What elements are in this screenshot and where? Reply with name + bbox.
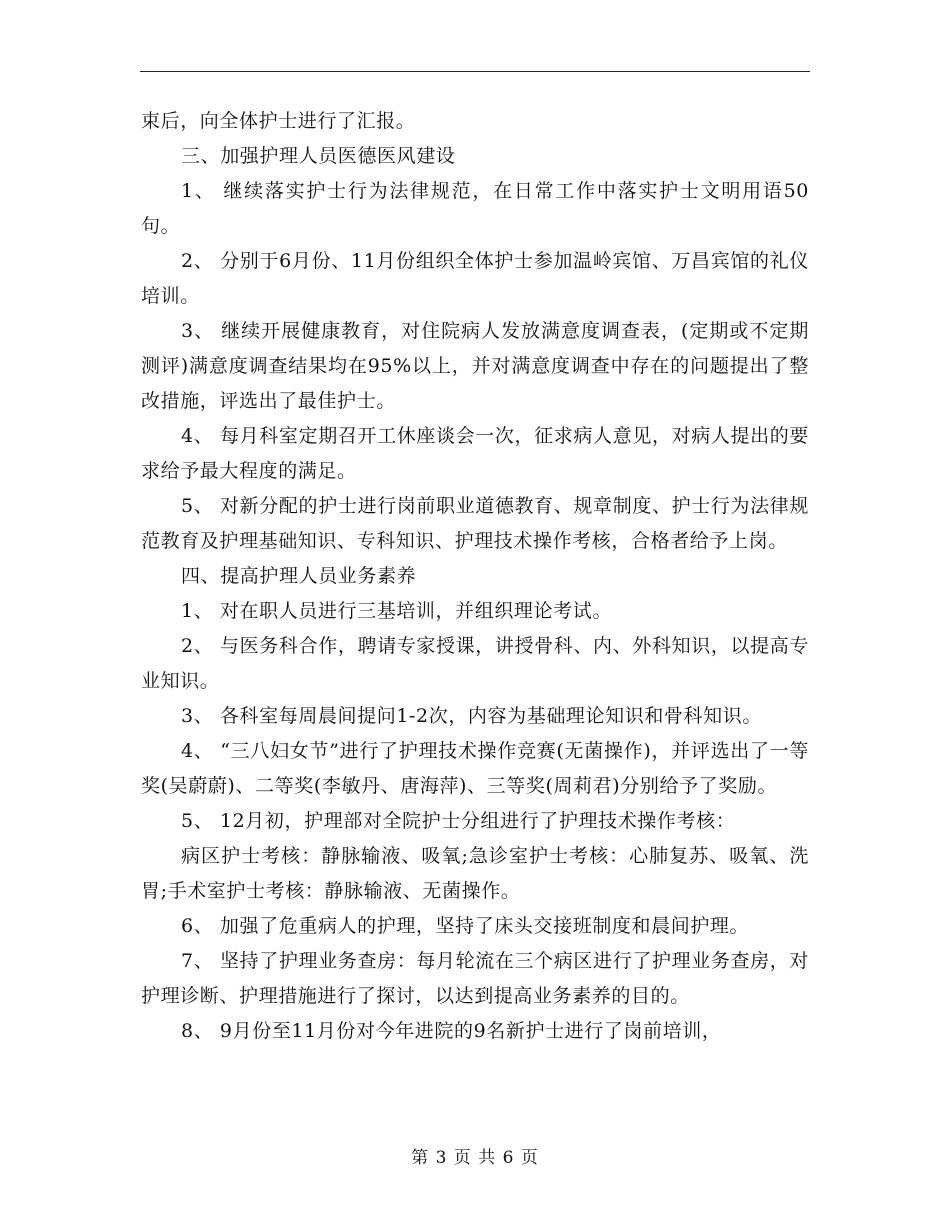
- section-heading: 三、加强护理人员医德医风建设: [181, 145, 456, 167]
- section-heading: 四、提高护理人员业务素养: [181, 565, 417, 587]
- paragraph: 2、 分别于6月份、11月份组织全体护士参加温岭宾馆、万昌宾馆的礼仪培训。: [141, 250, 809, 307]
- paragraph: 5、 12月初，护理部对全院护士分组进行了护理技术操作考核：: [181, 810, 736, 832]
- paragraph: 病区护士考核：静脉输液、吸氧;急诊室护士考核：心肺复苏、吸氧、洗胃;手术室护士考核：静脉输液、无菌操作。: [141, 845, 809, 902]
- paragraph: 4、 “三八妇女节”进行了护理技术操作竞赛(无菌操作)，并评选出了一等奖(吴蔚蔚)、二等奖(李敏丹、唐海萍)、三等奖(周莉君)分别给予了奖励。: [141, 740, 809, 797]
- paragraph: 3、 继续开展健康教育，对住院病人发放满意度调查表，(定期或不定期测评)满意度调查结果均在95%以上，并对满意度调查中存在的问题提出了整改措施，评选出了最佳护士。: [141, 320, 809, 412]
- paragraph: 4、 每月科室定期召开工休座谈会一次，征求病人意见，对病人提出的要求给予最大程度的满足。: [141, 425, 809, 482]
- page-number-footer: 第 3 页 共 6 页: [411, 1148, 539, 1168]
- paragraph: 6、 加强了危重病人的护理，坚持了床头交接班制度和晨间护理。: [181, 915, 750, 937]
- paragraph: 5、 对新分配的护士进行岗前职业道德教育、规章制度、护士行为法律规范教育及护理基础知识、专科知识、护理技术操作考核，合格者给予上岗。: [141, 495, 809, 552]
- paragraph: 3、 各科室每周晨间提问1-2次，内容为基础理论知识和骨科知识。: [181, 705, 762, 727]
- paragraph: 1、 对在职人员进行三基培训，并组织理论考试。: [181, 600, 612, 622]
- paragraph: 束后，向全体护士进行了汇报。: [141, 110, 416, 132]
- paragraph: 2、 与医务科合作，聘请专家授课，讲授骨科、内、外科知识，以提高专业知识。: [141, 635, 809, 692]
- header-rule: [140, 71, 810, 72]
- paragraph: 8、 9月份至11月份对今年进院的9名新护士进行了岗前培训，: [181, 1020, 722, 1042]
- document-body: [141, 104, 809, 1049]
- paragraph: 7、 坚持了护理业务查房：每月轮流在三个病区进行了护理业务查房，对护理诊断、护理措施进行了探讨，以达到提高业务素养的目的。: [141, 950, 809, 1007]
- paragraph: 1、 继续落实护士行为法律规范，在日常工作中落实护士文明用语50句。: [141, 180, 809, 237]
